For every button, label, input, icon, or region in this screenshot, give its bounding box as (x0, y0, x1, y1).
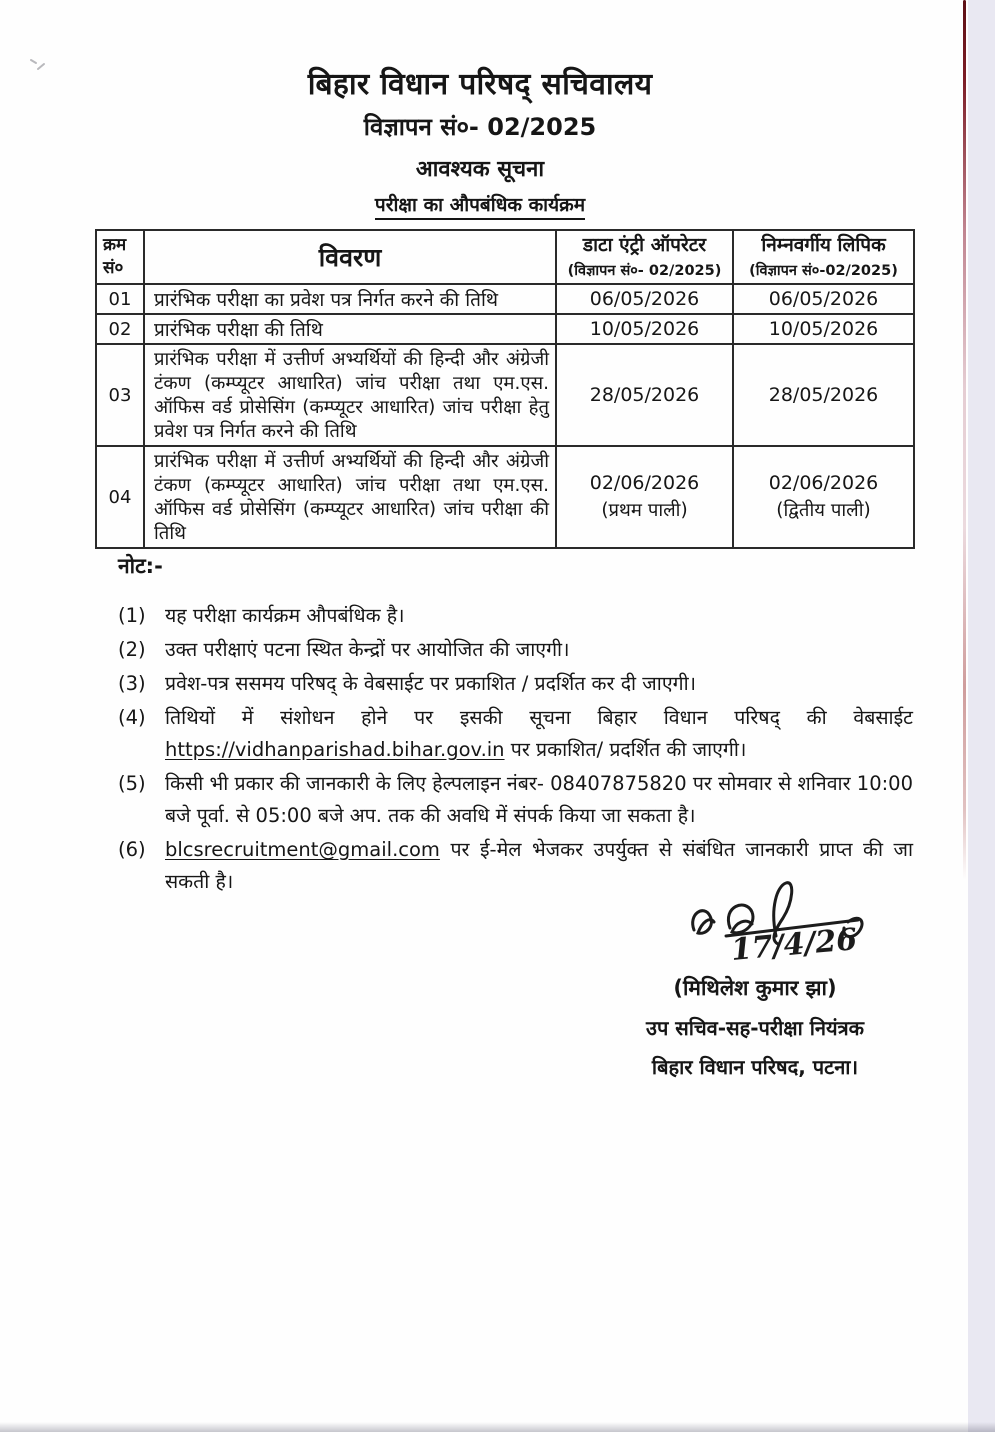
note-text-post: पर प्रकाशित/ प्रदर्शित की जाएगी। (510, 738, 747, 761)
note-number: (3) (118, 672, 146, 695)
table-row (96, 446, 914, 548)
note-number: (5) (118, 772, 146, 795)
signature-scribble (680, 878, 875, 970)
row-ldc-date-value: 02/06/2026 (768, 472, 879, 494)
row-serial: 02 (96, 314, 144, 344)
table-row (96, 284, 914, 314)
row-details: प्रारंभिक परीक्षा में उत्तीर्ण अभ्यर्थियों की हिन्दी और अंग्रेजी टंकण (कम्प्यूटर आधारित) जांच परीक्षा तथा एम.एस. ऑफिस वर्ड प्रोसेसिंग (कम्प्यूटर आधारित) जांच परीक्षा हेतु प्रवेश पत्र निर्गत करने की तिथि (144, 344, 556, 446)
row-deo-date-value: 02/06/2026 (589, 472, 700, 494)
table-row (96, 314, 914, 344)
scan-edge-strip (968, 0, 995, 1432)
note-text: किसी भी प्रकार की जानकारी के लिए हेल्पलाइन नंबर- 08407875820 पर सोमवार से शनिवार 10:00 बजे पूर्वा. से 05:00 बजे अप. तक की अवधि में संपर्क किया जा सकता है। (165, 772, 913, 827)
email-link: blcsrecruitment@gmail.com (165, 838, 440, 861)
row-deo-date: 06/05/2026 (556, 284, 733, 314)
col-header-ldc (733, 230, 914, 284)
note-item-5 (118, 768, 913, 832)
note-number: (1) (118, 604, 146, 627)
col-header-deo-title: डाटा एंट्री ऑपरेटर (582, 234, 707, 257)
org-title: बिहार विधान परिषद् सचिवालय (307, 67, 653, 102)
row-ldc-shift: (द्वितीय पाली) (776, 500, 871, 521)
row-deo-date (556, 446, 733, 548)
note-text: प्रवेश-पत्र ससमय परिषद् के वेबसाईट पर प्रकाशित / प्रदर्शित कर दी जाएगी। (165, 672, 697, 695)
scan-red-line (963, 0, 966, 880)
notes-section (118, 552, 913, 900)
note-number: (2) (118, 638, 146, 661)
website-link: https://vidhanparishad.bihar.gov.in (165, 738, 505, 761)
row-ldc-date: 06/05/2026 (733, 284, 914, 314)
row-ldc-date: 10/05/2026 (733, 314, 914, 344)
schedule-heading-line (0, 191, 960, 217)
note-item-1 (118, 600, 913, 632)
document-header (0, 62, 960, 217)
row-serial: 04 (96, 446, 144, 548)
scan-bottom-shadow (0, 1422, 995, 1432)
row-serial: 03 (96, 344, 144, 446)
exam-schedule-table (95, 229, 915, 549)
row-ldc-date: 28/05/2026 (733, 344, 914, 446)
note-text: यह परीक्षा कार्यक्रम औपबंधिक है। (165, 604, 405, 627)
col-header-ldc-title: निम्नवर्गीय लिपिक (761, 234, 886, 257)
row-details: प्रारंभिक परीक्षा की तिथि (144, 314, 556, 344)
table-header-row (96, 230, 914, 284)
row-deo-date: 28/05/2026 (556, 344, 733, 446)
row-deo-date: 10/05/2026 (556, 314, 733, 344)
signatory-organization: बिहार विधान परिषद, पटना। (651, 1055, 859, 1079)
handwritten-date: 17/4/26 (729, 922, 859, 968)
col-header-ldc-sub: (विज्ञापन सं०-02/2025) (749, 262, 898, 279)
schedule-heading: परीक्षा का औपबंधिक कार्यक्रम (375, 194, 585, 220)
notes-label: नोट:- (118, 554, 163, 578)
advertisement-number: विज्ञापन सं०- 02/2025 (363, 113, 597, 141)
note-item-4 (118, 702, 913, 766)
col-header-serial: क्रम सं० (96, 230, 144, 284)
note-item-2 (118, 634, 913, 666)
row-details: प्रारंभिक परीक्षा में उत्तीर्ण अभ्यर्थियों की हिन्दी और अंग्रेजी टंकण (कम्प्यूटर आधारित) जांच परीक्षा तथा एम.एस. ऑफिस वर्ड प्रोसेसिंग (कम्प्यूटर आधारित) जांच परीक्षा की तिथि (144, 446, 556, 548)
col-header-deo-sub: (विज्ञापन सं०- 02/2025) (567, 262, 722, 279)
row-ldc-date (733, 446, 914, 548)
col-header-details: विवरण (144, 230, 556, 284)
row-deo-shift: (प्रथम पाली) (601, 500, 688, 521)
note-number: (6) (118, 838, 146, 861)
note-text (165, 702, 913, 766)
row-details: प्रारंभिक परीक्षा का प्रवेश पत्र निर्गत करने की तिथि (144, 284, 556, 314)
signature-block (585, 878, 925, 1080)
note-text-pre: तिथियों में संशोधन होने पर इसकी सूचना बिहार विधान परिषद् की वेबसाईट (165, 706, 913, 729)
note-text-post: पर ई-मेल भेजकर उपर्युक्त से संबंधित जानकारी प्राप्त की जा सकती है। (165, 838, 914, 893)
col-header-deo (556, 230, 733, 284)
notice-heading: आवश्यक सूचना (415, 157, 545, 182)
signatory-designation: उप सचिव-सह-परीक्षा नियंत्रक (645, 1016, 865, 1040)
note-item-3 (118, 668, 913, 700)
table-row (96, 344, 914, 446)
signatory-name: (मिथिलेश कुमार झा) (673, 976, 837, 1000)
row-serial: 01 (96, 284, 144, 314)
note-text: उक्त परीक्षाएं पटना स्थित केन्द्रों पर आयोजित की जाएगी। (165, 638, 570, 661)
note-number: (4) (118, 706, 146, 729)
